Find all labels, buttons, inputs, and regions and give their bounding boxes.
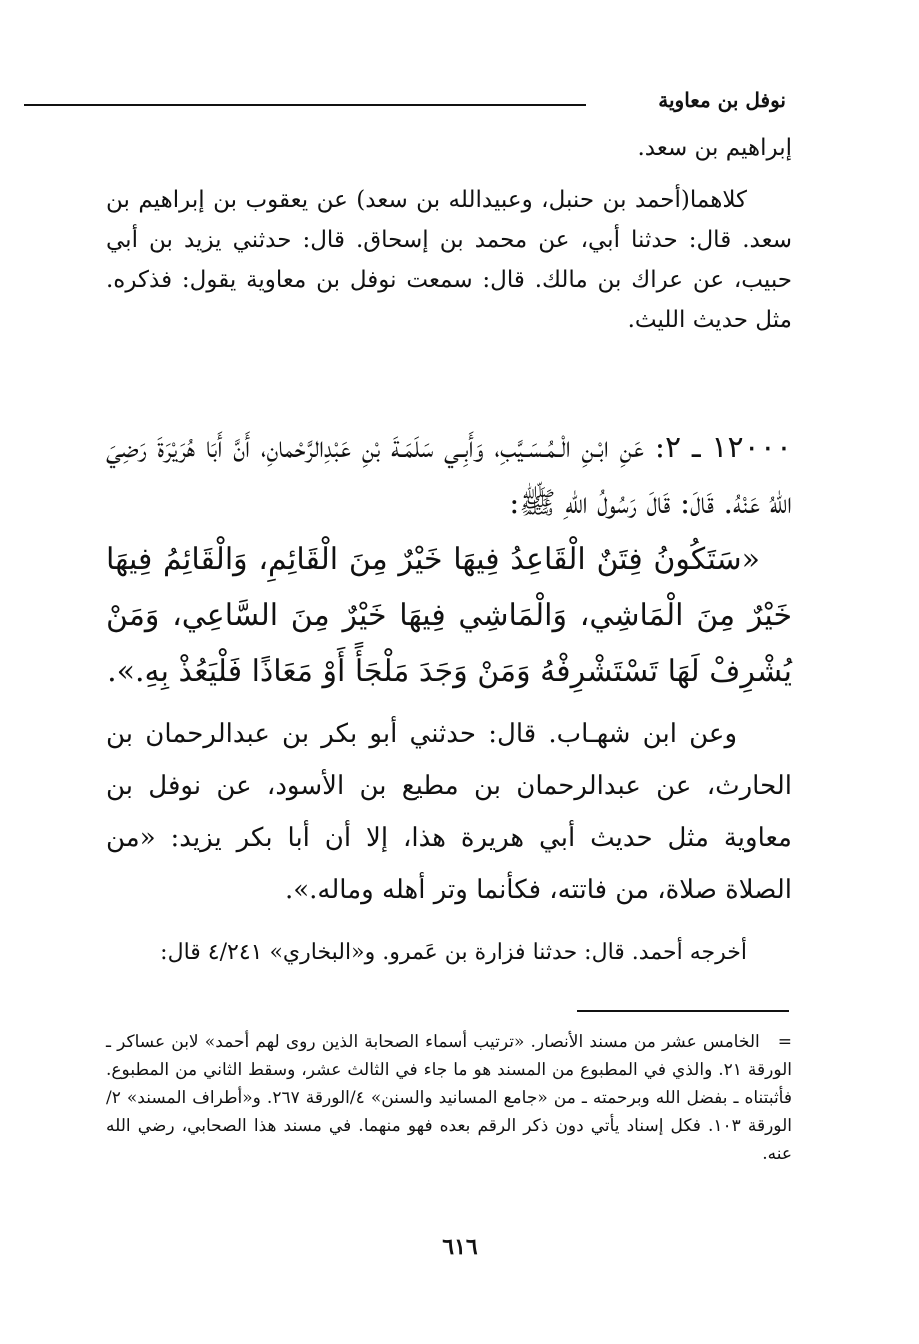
- footnote-text: الخامس عشر من مسند الأنصار. «ترتيب أسماء الصحابة الذين روى لهم أحمد» لابن عساكر ـ الورقة ٢١. والذي في المطبوع من المسند هو ما جاء في الثالث عشر، وسقط الثاني من المطبوع. فأثبتناه ـ بفضل الله وبرحمته ـ من «جامع المسانيد والسنن» ٤/الورقة ٢٦٧. و«أطراف المسند» ٢/الورقة ١٠٣. فكل إسناد يأتي دون ذكر الرقم بعده فهو منهما. في مسند هذا الصحابي، رضي الله عنه.: [106, 1032, 792, 1164]
- hadith-heading: ١٢٠٠٠ ـ ٢: عَنِ ابْـنِ الْـمُـسَـيَّبِ، وَأَبِـي سَلَمَـةَ بْنِ عَبْدِالرَّحْمانِ، أَنَّ أَبَا هُرَيْرَةَ رَضِيَ اللهُ عَنْهُ. قَالَ: قَالَ رَسُولُ اللهِ ﷺ:: [106, 430, 792, 521]
- narration-paragraph: وعن ابن شهـاب. قال: حدثني أبو بكر بن عبدالرحمان بن الحارث، عن عبدالرحمان بن مطيع بن الأسود، عن نوفل بن معاوية مثل حديث أبي هريرة هذا، إلا أن أبا بكر يزيد: «من الصلاة صلاة، من فاتته، فكأنما وتر أهله وماله.».: [106, 719, 792, 905]
- takhrij-block: [106, 936, 792, 970]
- chain-paragraph: كلاهما(أحمد بن حنبل، وعبيدالله بن سعد) عن يعقوب بن إبراهيم بن سعد. قال: حدثنا أبي، عن محمد بن إسحاق. قال: حدثني يزيد بن أبي حبيب، عن عراك بن مالك. قال: سمعت نوفل بن معاوية يقول: فذكره. مثل حديث الليث.: [106, 187, 792, 333]
- page-number: ٦١٦: [442, 1234, 478, 1260]
- footnote-block: [106, 1028, 792, 1168]
- narration-block: [106, 708, 792, 916]
- footnote-mark: =: [777, 1032, 792, 1052]
- hadith-block: [106, 420, 792, 700]
- footnote-paragraph: [106, 1028, 792, 1168]
- opening-text-block: [106, 128, 792, 340]
- takhrij-line: أخرجه أحمد. قال: حدثنا فزارة بن عَمرو. و«البخاري» ٤/٢٤١ قال:: [160, 940, 747, 965]
- running-header: [100, 88, 786, 118]
- footnote-rule: [577, 1010, 789, 1012]
- running-title: نوفل بن معاوية: [658, 88, 786, 112]
- header-rule: [24, 104, 586, 106]
- continuation-line: إبراهيم بن سعد.: [637, 135, 792, 161]
- hadith-text: «سَتَكُونُ فِتَنٌ الْقَاعِدُ فِيهَا خَيْرٌ مِنَ الْقَائِمِ، وَالْقَائِمُ فِيهَا خَيْرٌ مِنَ الْمَاشِي، وَالْمَاشِي فِيهَا خَيْرٌ مِنَ السَّاعِي، وَمَنْ يُشْرِفْ لَهَا تَسْتَشْرِفْهُ وَمَنْ وَجَدَ مَلْجَأً أَوْ مَعَاذًا فَلْيَعُذْ بِهِ.».: [106, 542, 792, 689]
